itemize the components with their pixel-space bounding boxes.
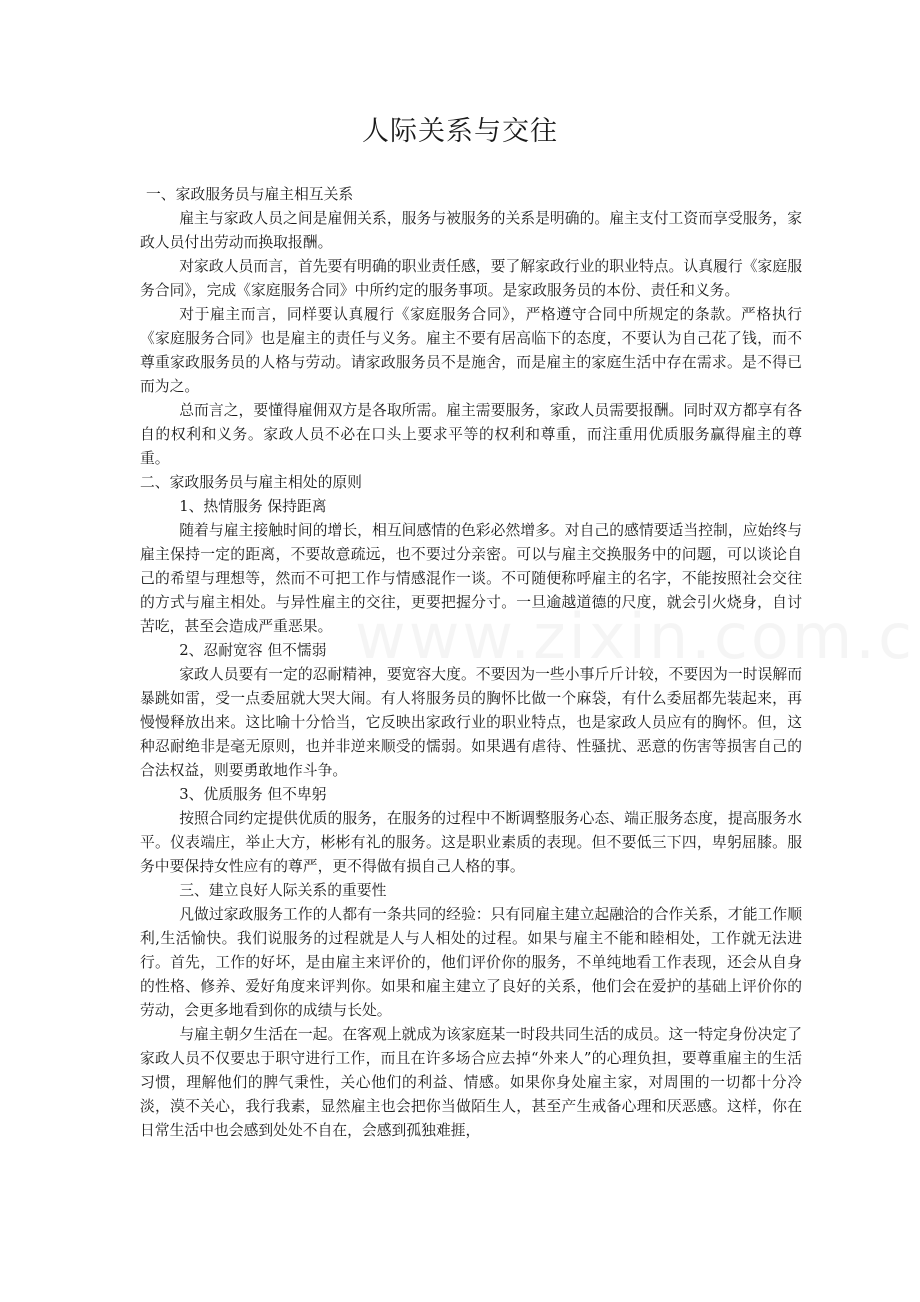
body-paragraph: 对于雇主而言，同样要认真履行《家庭服务合同》，严格遵守合同中所规定的条款。严格执行《家庭服务合同》也是雇主的责任与义务。雇主不要有居高临下的态度，不要认为自己花了钱，而不尊重家政服务员的人格与劳动。请家政服务员不是施舍，而是雇主的家庭生活中存在需求。是不得已而为之。 — [140, 306, 802, 395]
body-paragraph: 家政人员要有一定的忍耐精神，要宽容大度。不要因为一些小事斤斤计较，不要因为一时误解而暴跳如雷，受一点委屈就大哭大闹。有人将服务员的胸怀比做一个麻袋，有什么委屈都先装起来，再慢慢释放出来。这比喻十分恰当，它反映出家政行业的职业特点，也是家政人员应有的胸怀。但，这种忍耐绝非是毫无原则，也并非逆来顺受的懦弱。如果遇有虐待、性骚扰、恶意的伤害等损害自己的合法权益，则要勇敢地作斗争。 — [140, 666, 802, 779]
section-heading: 二、家政服务员与雇主相处的原则 — [140, 474, 362, 491]
document-title: 人际关系与交往 — [362, 116, 558, 147]
document-body — [140, 183, 802, 1143]
body-paragraph: 对家政人员而言，首先要有明确的职业责任感，要了解家政行业的职业特点。认真履行《家庭服务合同》，完成《家庭服务合同》中所约定的服务事项。是家政服务员的本份、责任和义务。 — [140, 258, 802, 299]
body-paragraph: 3、优质服务 但不卑躬 — [179, 786, 327, 803]
body-paragraph: 总而言之，要懂得雇佣双方是各取所需。雇主需要服务，家政人员需要报酬。同时双方都享有各自的权利和义务。家政人员不必在口头上要求平等的权利和尊重，而注重用优质服务赢得雇主的尊重。 — [140, 402, 802, 467]
section-heading: 一、家政服务员与雇主相互关系 — [146, 186, 354, 203]
body-paragraph: 按照合同约定提供优质的服务，在服务的过程中不断调整服务心态、端正服务态度，提高服务水平。仪表端庄，举止大方，彬彬有礼的服务。这是职业素质的表现。但不要低三下四，卑躬屈膝。服务中要保持女性应有的尊严，更不得做有损自己人格的事。 — [140, 810, 802, 875]
body-paragraph: 与雇主朝夕生活在一起。在客观上就成为该家庭某一时段共同生活的成员。这一特定身份决定了家政人员不仅要忠于职守进行工作，而且在许多场合应去掉“外来人”的心理负担，要尊重雇主的生活习惯，理解他们的脾气秉性，关心他们的利益、情感。如果你身处雇主家，对周围的一切都十分冷淡，漠不关心，我行我素，显然雇主也会把你当做陌生人，甚至产生戒备心理和厌恶感。这样，你在日常生活中也会感到处处不自在，会感到孤独难捱， — [140, 1026, 802, 1139]
body-paragraph: 随着与雇主接触时间的增长，相互间感情的色彩必然增多。对自己的感情要适当控制，应始终与雇主保持一定的距离，不要故意疏远，也不要过分亲密。可以与雇主交换服务中的问题，可以谈论自己的希望与理想等，然而不可把工作与情感混作一谈。不可随便称呼雇主的名字，不能按照社会交往的方式与雇主相处。与异性雇主的交往，更要把握分寸。一旦逾越道德的尺度，就会引火烧身，自讨苦吃，甚至会造成严重恶果。 — [140, 522, 802, 635]
body-paragraph: 凡做过家政服务工作的人都有一条共同的经验：只有同雇主建立起融洽的合作关系，才能工作顺利,生活愉快。我们说服务的过程就是人与人相处的过程。如果与雇主不能和睦相处，工作就无法进行。首先，工作的好坏，是由雇主来评价的，他们评价你的服务，不单纯地看工作表现，还会从自身的性格、修养、爱好角度来评判你。如果和雇主建立了良好的关系，他们会在爱护的基础上评价你的劳动，会更多地看到你的成绩与长处。 — [140, 906, 802, 1019]
body-paragraph: 三、建立良好人际关系的重要性 — [179, 882, 387, 899]
body-paragraph: 1、热情服务 保持距离 — [179, 498, 327, 515]
body-paragraph: 雇主与家政人员之间是雇佣关系，服务与被服务的关系是明确的。雇主支付工资而享受服务，家政人员付出劳动而换取报酬。 — [140, 210, 802, 251]
body-paragraph: 2、忍耐宽容 但不懦弱 — [179, 642, 327, 659]
